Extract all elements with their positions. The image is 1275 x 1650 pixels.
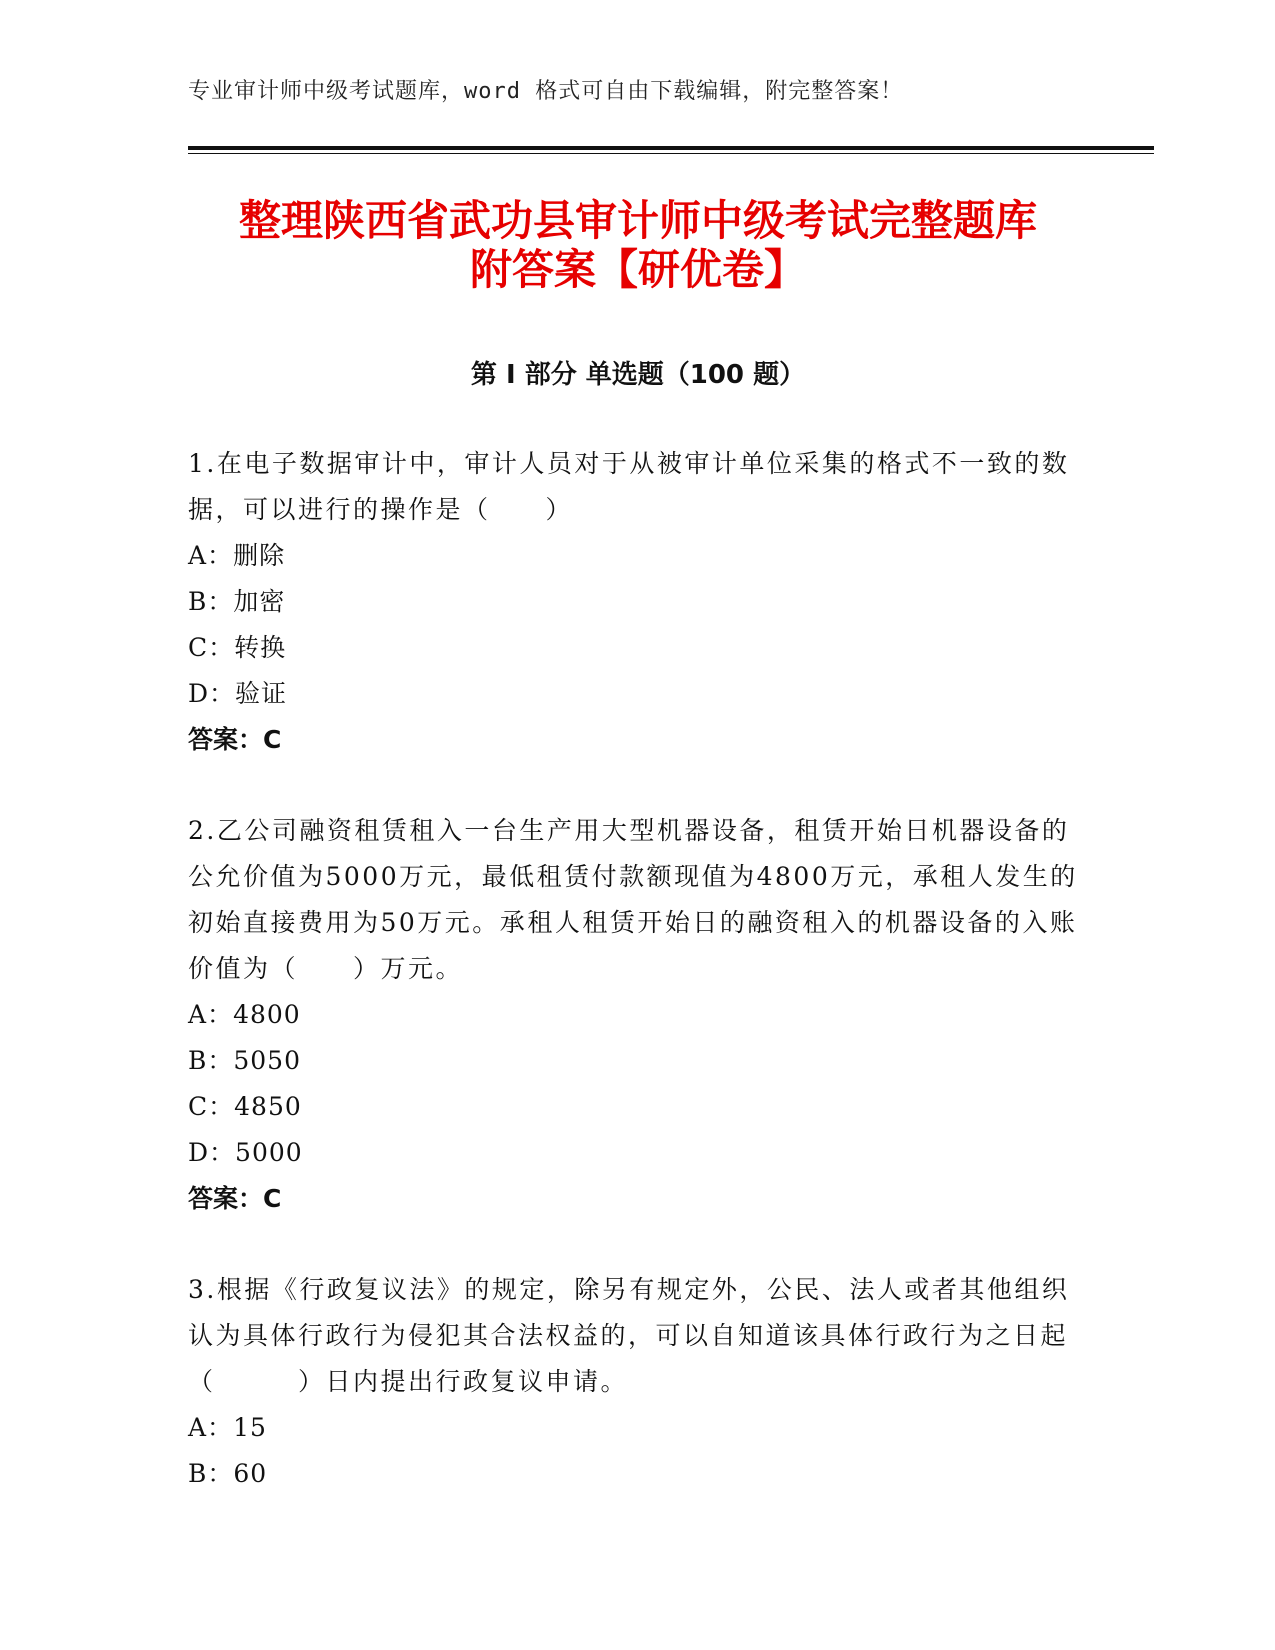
- option-text: 删除: [233, 541, 286, 570]
- question-2: [188, 808, 1088, 1222]
- document-title: [188, 196, 1088, 294]
- answer-line: 答案：C: [188, 725, 282, 754]
- option-b: [188, 579, 1088, 625]
- option-text: 60: [233, 1459, 268, 1488]
- option-label: A：: [188, 541, 234, 570]
- option-c: [188, 1084, 1088, 1130]
- option-label: A：: [188, 1413, 234, 1442]
- document-title-line2: 附答案【研优卷】: [469, 245, 806, 294]
- header-rule-thin: [188, 153, 1154, 154]
- question-3: [188, 1267, 1088, 1497]
- option-b: [188, 1451, 1088, 1497]
- option-a: [188, 992, 1088, 1038]
- option-text: 5050: [233, 1046, 301, 1075]
- option-label: B：: [188, 1046, 234, 1075]
- option-label: D：: [188, 1138, 236, 1167]
- option-text: 15: [233, 1413, 267, 1442]
- answer-line: 答案：C: [188, 1184, 282, 1213]
- option-text: 加密: [233, 587, 286, 616]
- option-text: 4800: [233, 1000, 301, 1029]
- option-text: 验证: [235, 679, 288, 708]
- option-label: C：: [188, 633, 235, 662]
- page-header: 专业审计师中级考试题库，word 格式可自由下载编辑，附完整答案！: [188, 79, 904, 104]
- option-label: D：: [188, 679, 236, 708]
- option-a: [188, 1405, 1088, 1451]
- header-rule-thick: [188, 146, 1154, 150]
- option-text: 4850: [234, 1092, 302, 1121]
- option-label: A：: [188, 1000, 234, 1029]
- option-label: B：: [188, 1459, 234, 1488]
- option-d: [188, 1130, 1088, 1176]
- question-list: [188, 441, 1088, 1542]
- question-stem: 2.乙公司融资租赁租入一台生产用大型机器设备，租赁开始日机器设备的公允价值为5000万元，最低租赁付款额现值为4800万元，承租人发生的初始直接费用为50万元。承租人租赁开始日的融资租入的机器设备的入账价值为（ ）万元。: [188, 816, 1078, 983]
- option-text: 转换: [234, 633, 287, 662]
- section-title: 第 I 部分 单选题（100 题）: [470, 360, 806, 390]
- option-label: B：: [188, 587, 234, 616]
- question-stem: 3.根据《行政复议法》的规定，除另有规定外，公民、法人或者其他组织认为具体行政行为侵犯其合法权益的，可以自知道该具体行政行为之日起（ ）日内提出行政复议申请。: [188, 1275, 1070, 1396]
- option-c: [188, 625, 1088, 671]
- option-b: [188, 1038, 1088, 1084]
- option-d: [188, 671, 1088, 717]
- document-title-line1: 整理陕西省武功县审计师中级考试完整题库: [238, 196, 1037, 245]
- question-1: [188, 441, 1088, 763]
- option-label: C：: [188, 1092, 235, 1121]
- option-a: [188, 533, 1088, 579]
- option-text: 5000: [235, 1138, 303, 1167]
- question-stem: 1.在电子数据审计中，审计人员对于从被审计单位采集的格式不一致的数据，可以进行的操作是（ ）: [188, 449, 1070, 524]
